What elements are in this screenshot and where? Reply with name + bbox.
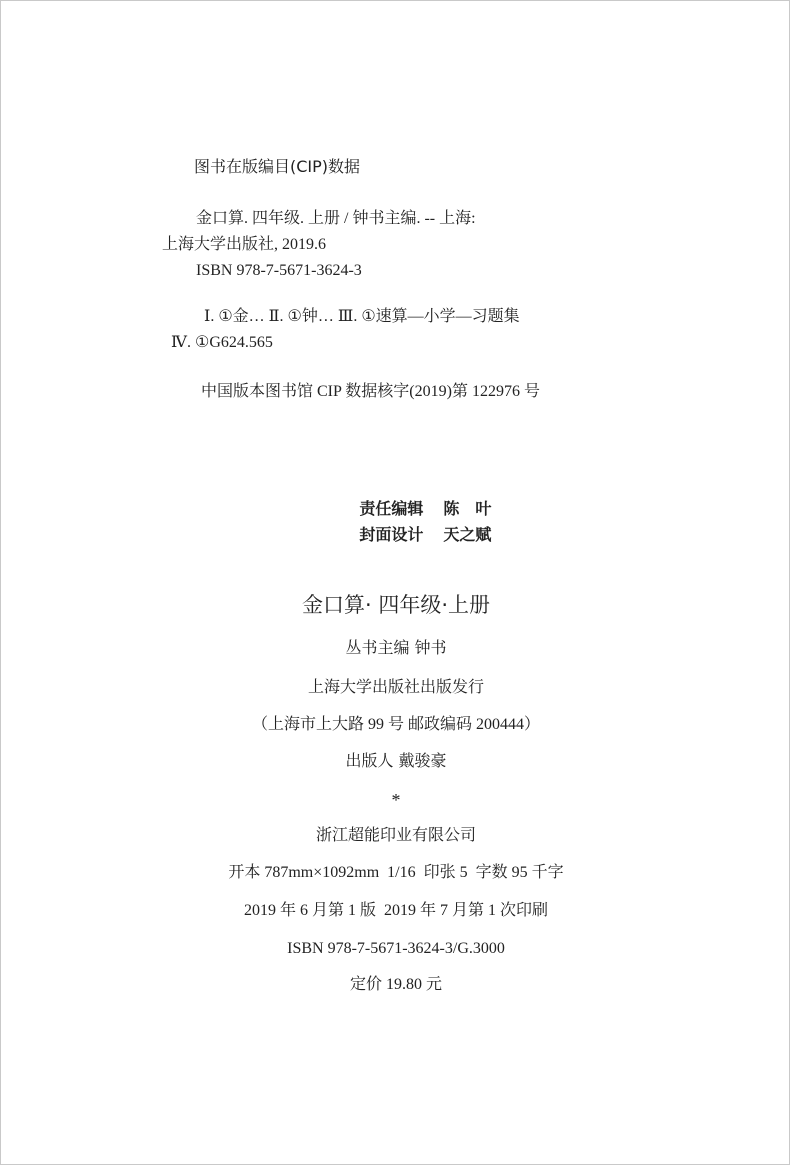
section-separator: * [391,790,401,810]
credit-role: 责任编辑 [359,499,424,518]
cip-line: 金口算. 四年级. 上册 / 钟书主编. -- 上海: [196,210,476,227]
credit-row [339,511,491,559]
credit-name: 天之赋 [443,525,492,544]
cip-line: 上海大学出版社, 2019.6 [162,236,327,253]
isbn: ISBN 978-7-5671-3624-3/G.3000 [287,940,505,957]
book-format: 开本 787mm×1092mm 1/16 印张 5 字数 95 千字 [228,864,564,881]
publisher-address: （上海市上大路 99 号 邮政编码 200444） [251,716,540,733]
printer: 浙江超能印业有限公司 [315,825,476,844]
credit-name: 陈 叶 [443,499,492,518]
publisher: 上海大学出版社出版发行 [307,677,484,696]
series-editor: 丛书主编 钟书 [345,638,447,657]
cip-line: ISBN 978-7-5671-3624-3 [196,262,362,279]
cip-check-number: 中国版本图书馆 CIP 数据核字(2019)第 122976 号 [201,383,540,400]
edition-info: 2019 年 6 月第 1 版 2019 年 7 月第 1 次印刷 [243,902,548,919]
book-title: 金口算· 四年级·上册 [301,593,491,617]
cip-line: Ⅳ. ①G624.565 [171,334,273,351]
cip-title: 图书在版编目(CIP)数据 [194,157,361,176]
price: 定价 19.80 元 [349,976,442,993]
cip-line: Ⅰ. ①金… Ⅱ. ①钟… Ⅲ. ①速算—小学—习题集 [204,308,520,325]
publisher-person: 出版人 戴骏豪 [345,751,447,770]
credit-role: 封面设计 [359,525,424,544]
